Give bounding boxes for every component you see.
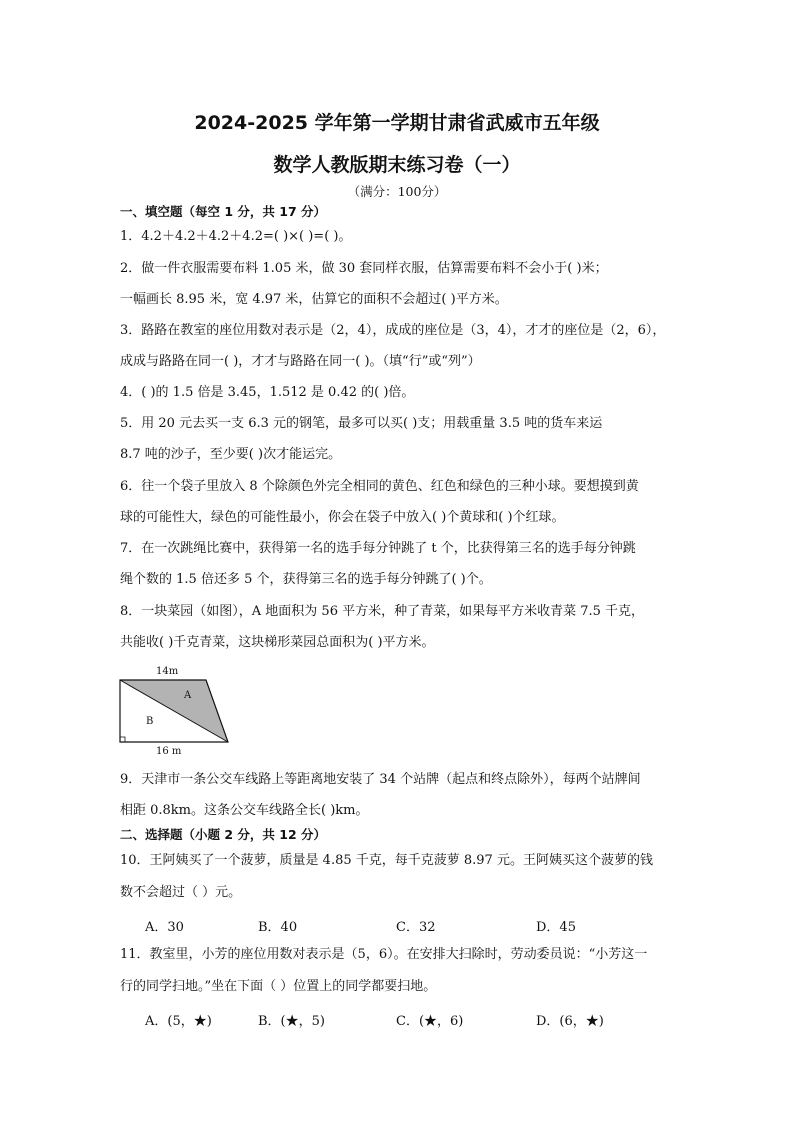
q10-option-a: A．30 (145, 920, 184, 935)
q10-option-c: C．32 (396, 920, 436, 935)
q3-line2: 成成与路路在同一( )，才才与路路在同一( )。（填“行”或“列”） (120, 354, 481, 369)
q10-line1: 10．王阿姨买了一个菠萝，质量是 4.85 千克，每千克菠萝 8.97 元。王阿姨买这个菠萝的钱 (120, 853, 653, 868)
q11-option-c: C．(★，6) (396, 1014, 464, 1029)
q3-line1: 3．路路在教室的座位用数对表示是（2，4），成成的座位是（3，4），才才的座位是（2，6）， (120, 323, 666, 338)
bottom-length-label: 16 m (156, 746, 182, 756)
q7-line1: 7．在一次跳绳比赛中，获得第一名的选手每分钟跳了 t 个，比获得第三名的选手每分钟跳 (120, 541, 636, 556)
exam-title-line1: 2024-2025 学年第一学期甘肃省武威市五年级 (194, 112, 600, 134)
region-a-label: A (184, 690, 192, 701)
q6-line1: 6．往一个袋子里放入 8 个除颜色外完全相同的黄色、红色和绿色的三种小球。要想摸到黄 (120, 479, 639, 494)
q8-line2: 共能收( )千克青菜，这块梯形菜园总面积为( )平方米。 (120, 635, 435, 650)
q11-line1: 11．教室里，小芳的座位用数对表示是（5，6）。在安排大扫除时，劳动委员说：“小芳这一 (120, 947, 648, 962)
trapezoid-figure (112, 660, 242, 756)
exam-title-line2: 数学人教版期末练习卷（一） (273, 154, 521, 176)
q9-line1: 9．天津市一条公交车线路上等距离地安装了 34 个站牌（起点和终点除外），每两个站牌间 (120, 772, 641, 787)
section1-heading: 一、填空题（每空 1 分，共 17 分） (120, 204, 327, 219)
q1-line: 1．4.2＋4.2＋4.2＋4.2=( )×( )=( )。 (120, 229, 352, 244)
q9-line2: 相距 0.8km。这条公交车线路全长( )km。 (120, 803, 369, 818)
q11-option-b: B．(★，5) (258, 1014, 325, 1029)
q2-line2: 一幅画长 8.95 米，宽 4.97 米，估算它的面积不会超过( )平方米。 (120, 292, 508, 307)
score-note: （满分：100分） (347, 184, 447, 199)
q6-line2: 球的可能性大，绿色的可能性最小，你会在袋子中放入( )个黄球和( )个红球。 (120, 510, 565, 525)
q4-line: 4．( )的 1.5 倍是 3.45，1.512 是 0.42 的( )倍。 (120, 385, 415, 400)
section2-heading: 二、选择题（小题 2 分，共 12 分） (120, 827, 327, 842)
q11-option-a: A．(5，★) (145, 1014, 212, 1029)
q2-line1: 2．做一件衣服需要布料 1.05 米，做 30 套同样衣服，估算需要布料不会小于( )米； (120, 261, 608, 276)
trapezoid-diagram (112, 660, 242, 756)
top-length-label: 14m (156, 666, 179, 677)
q8-line1: 8．一块菜园（如图），A 地面积为 56 平方米，种了青菜，如果每平方米收青菜 7.5 千克， (120, 604, 645, 619)
q11-line2: 行的同学扫地。”坐在下面（ ）位置上的同学都要扫地。 (120, 979, 437, 994)
q10-option-d: D．45 (536, 920, 576, 935)
q7-line2: 绳个数的 1.5 倍还多 5 个，获得第三名的选手每分钟跳了( )个。 (120, 572, 492, 587)
q5-line2: 8.7 吨的沙子，至少要( )次才能运完。 (120, 447, 342, 462)
region-b-label: B (146, 716, 154, 727)
q11-option-d: D．(6，★) (536, 1014, 604, 1029)
q10-option-b: B．40 (258, 920, 298, 935)
right-angle-mark (120, 737, 125, 742)
q5-line1: 5．用 20 元去买一支 6.3 元的钢笔，最多可以买( )支；用载重量 3.5 吨的货车来运 (120, 416, 603, 431)
q10-line2: 数不会超过（ ）元。 (120, 885, 242, 900)
